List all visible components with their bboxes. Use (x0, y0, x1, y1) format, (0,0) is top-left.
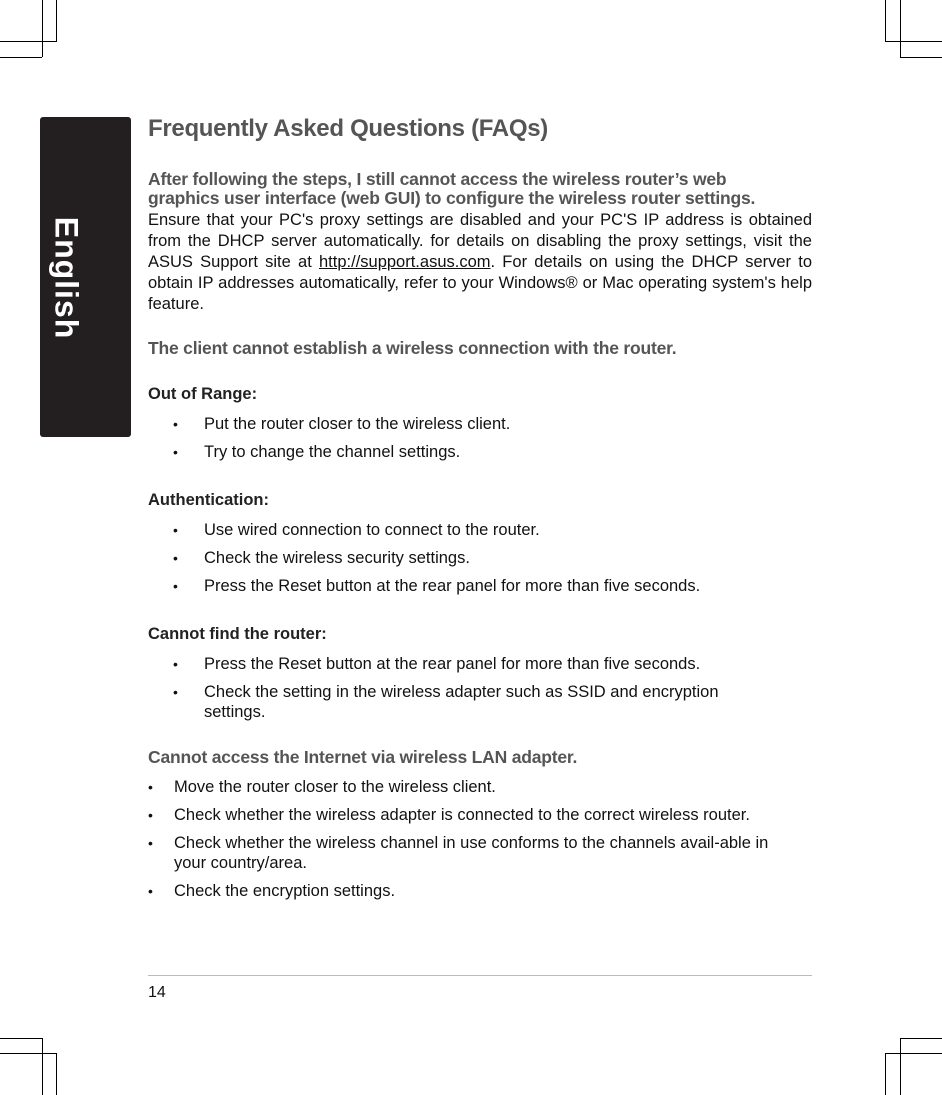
crop-mark (885, 41, 942, 42)
page-title: Frequently Asked Questions (FAQs) (148, 115, 548, 142)
list-item: • Press the Reset button at the rear panel for more than five seconds. (173, 655, 701, 673)
internet-access-list (148, 777, 812, 901)
crop-mark (900, 0, 901, 57)
crop-mark (0, 1053, 57, 1054)
faq-answer-1 (148, 210, 812, 315)
asus-support-link[interactable]: http://support.asus.com (319, 253, 491, 271)
faq-answer-1-text-b: . For details on using the DHCP server to obtain IP addresses automatically, refer to your Windows® or Mac operating system's help feature. (148, 253, 813, 313)
faq-question-1-line-1: After following the steps, I still cannot access the wireless router’s web (148, 169, 727, 189)
crop-mark (0, 1038, 42, 1039)
list-item: • Check the encryption settings. (148, 882, 396, 900)
list-item: • Check the wireless security settings. (173, 549, 470, 567)
page-number: 14 (148, 984, 166, 1001)
crop-mark (900, 1038, 942, 1039)
list-item: • Check whether the wireless channel in use conforms to the channels avail-able in your country/area. (148, 834, 769, 872)
authentication-list (148, 520, 812, 596)
crop-mark (0, 41, 57, 42)
faq-question-2: The client cannot establish a wireless connection with the router. (148, 338, 677, 358)
faq-answer-1-text-a: Ensure that your PC's proxy settings are disabled and your PC'S IP address is obtained from the DHCP server automatically. for details on disabling the proxy settings, visit the ASUS Support site at (148, 211, 812, 271)
cannot-find-router-list (148, 654, 812, 722)
list-item: • Move the router closer to the wireless client. (148, 778, 496, 796)
crop-mark (885, 1053, 886, 1095)
language-side-tab-label: English (48, 216, 85, 340)
list-item: • Press the Reset button at the rear panel for more than five seconds. (173, 577, 701, 595)
footer-divider (148, 975, 812, 976)
section-heading-out-of-range: Out of Range: (148, 385, 258, 403)
crop-mark (42, 1038, 43, 1095)
crop-mark (885, 1053, 942, 1054)
section-heading-cannot-find-router: Cannot find the router: (148, 625, 327, 643)
crop-mark (900, 57, 942, 58)
faq-content (148, 112, 812, 901)
list-item: • Check whether the wireless adapter is connected to the correct wireless router. (148, 806, 750, 824)
section-heading-authentication: Authentication: (148, 491, 269, 509)
crop-mark (56, 0, 57, 42)
list-item: • Use wired connection to connect to the router. (173, 521, 540, 539)
list-item: • Check the setting in the wireless adapter such as SSID and encryption settings. (173, 683, 719, 721)
crop-mark (900, 1038, 901, 1095)
faq-question-3: Cannot access the Internet via wireless LAN adapter. (148, 747, 578, 767)
crop-mark (42, 0, 43, 57)
crop-mark (885, 0, 886, 42)
crop-mark (0, 57, 42, 58)
faq-question-1-line-2: graphics user interface (web GUI) to configure the wireless router settings. (148, 188, 756, 208)
list-item: • Put the router closer to the wireless client. (173, 415, 511, 433)
crop-mark (56, 1053, 57, 1095)
out-of-range-list (148, 414, 812, 462)
list-item: • Try to change the channel settings. (173, 443, 461, 461)
